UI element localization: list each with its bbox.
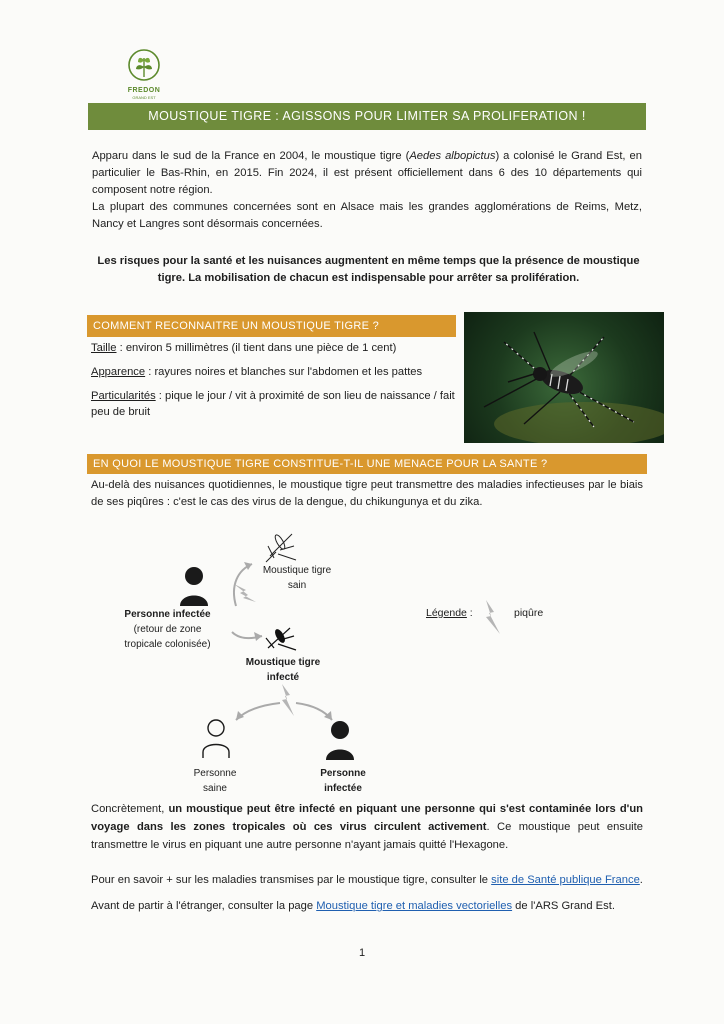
bottom-p1-start: Concrètement, xyxy=(91,803,169,815)
infected-person-note-1: (retour de zone xyxy=(133,624,202,635)
infected-person-2-label-2: infectée xyxy=(324,783,362,794)
bottom-text xyxy=(91,800,643,915)
risk-statement: Les risques pour la santé et les nuisances augmentent en même temps que la présence de moustique tigre. La mobilisation de chacun est indispensable pour arrêter sa prolifération. xyxy=(97,255,640,284)
infected-person-title: Personne infectée xyxy=(124,609,211,620)
healthy-person-label xyxy=(180,766,250,796)
healthy-mosquito-label-2: sain xyxy=(287,580,307,591)
bottom-paragraph-3 xyxy=(91,897,643,915)
infected-mosquito-label-1: Moustique tigre xyxy=(245,657,321,668)
bottom-p1-bold: un moustique peut être infecté en piquant une personne qui s'est contaminée lors d'un voyage dans les zones tropicales où ces virus circulent activement xyxy=(91,803,643,833)
bite-bolt-icon-2 xyxy=(282,684,294,716)
healthy-mosquito-label-1: Moustique tigre xyxy=(262,565,332,576)
legend-bite-bolt-icon xyxy=(486,600,500,634)
infected-person-2-label-1: Personne xyxy=(320,768,366,779)
logo-name: FREDON xyxy=(127,87,161,94)
main-title-banner: MOUSTIQUE TIGRE : AGISSONS POUR LIMITER SA PROLIFERATION ! xyxy=(88,103,646,130)
bottom-p3-start: Avant de partir à l'étranger, consulter la page xyxy=(91,900,317,912)
species-name: Aedes albopictus xyxy=(409,150,496,162)
infected-mosquito-label xyxy=(236,655,330,685)
infected-person-2-icon xyxy=(326,721,354,760)
sante-publique-link[interactable]: site de Santé publique France xyxy=(491,874,640,886)
healthy-person-label-1: Personne xyxy=(193,768,237,779)
section-title-recognize: COMMENT RECONNAITRE UN MOUSTIQUE TIGRE ? xyxy=(87,315,456,337)
infected-person-2-label xyxy=(308,766,378,796)
size-label: Taille xyxy=(91,342,117,354)
infected-person-label xyxy=(110,607,225,652)
intro-paragraph-2: La plupart des communes concernées sont en Alsace mais les grandes agglomérations de Reims, Metz, Nancy et Langres sont désormais concernées. xyxy=(92,201,642,230)
legend-label: Légende xyxy=(426,607,467,619)
menace-text: Au-delà des nuisances quotidiennes, le moustique tigre peut transmettre des maladies infectieuses par le biais de ses piqûres : c'est le cas des virus de la dengue, du chikungunya et du zika. xyxy=(91,479,643,508)
healthy-person-icon xyxy=(203,720,229,758)
intro-p1-end: ) a colonisé le Grand Est, en particulier le Bas-Rhin, en 2015. Fin 2024, il est présent officiellement dans 6 des 10 départements qui composent notre région. xyxy=(92,150,642,196)
size-value: : environ 5 millimètres (il tient dans une pièce de 1 cent) xyxy=(116,342,397,354)
infected-person-note-2: tropicale colonisée) xyxy=(124,639,211,650)
bottom-p2-start: Pour en savoir + sur les maladies transmises par le moustique tigre, consulter le xyxy=(91,874,492,886)
infected-mosquito-label-2: infecté xyxy=(266,672,300,683)
infected-mosquito-icon xyxy=(266,628,296,650)
legend-colon: : xyxy=(466,607,473,619)
healthy-mosquito-icon xyxy=(266,534,296,562)
bottom-p3-end: de l'ARS Grand Est. xyxy=(512,900,615,912)
traits-label: Particularités xyxy=(91,390,156,402)
bottom-paragraph-2 xyxy=(91,871,643,889)
intro-p1-start: Apparu dans le sud de la France en 2004, le moustique tigre ( xyxy=(92,150,410,162)
page-number: 1 xyxy=(358,947,366,959)
bottom-paragraph-1 xyxy=(91,800,643,854)
bottom-p1-end: . Ce moustique peut ensuite transmettre le virus en piquant une autre personne n'ayant jamais quitté l'Hexagone. xyxy=(91,821,644,851)
section-title-menace: EN QUOI LE MOUSTIQUE TIGRE CONSTITUE-T-IL UNE MENACE POUR LA SANTE ? xyxy=(87,454,647,474)
healthy-person-label-2: saine xyxy=(203,783,227,794)
infected-person-icon xyxy=(180,567,208,606)
bottom-p2-end: . xyxy=(639,874,643,886)
healthy-mosquito-label xyxy=(252,563,342,593)
legend-item: piqûre xyxy=(514,607,544,619)
traits-value: : pique le jour / vit à proximité de son lieu de naissance / fait peu de bruit xyxy=(91,390,455,418)
legend xyxy=(426,607,473,619)
logo-subtitle: GRAND EST xyxy=(132,95,156,100)
appearance-value: : rayures noires et blanches sur l'abdomen et les pattes xyxy=(145,366,423,378)
ars-link[interactable]: Moustique tigre et maladies vectorielles xyxy=(316,900,513,912)
appearance-label: Apparence xyxy=(91,366,146,378)
